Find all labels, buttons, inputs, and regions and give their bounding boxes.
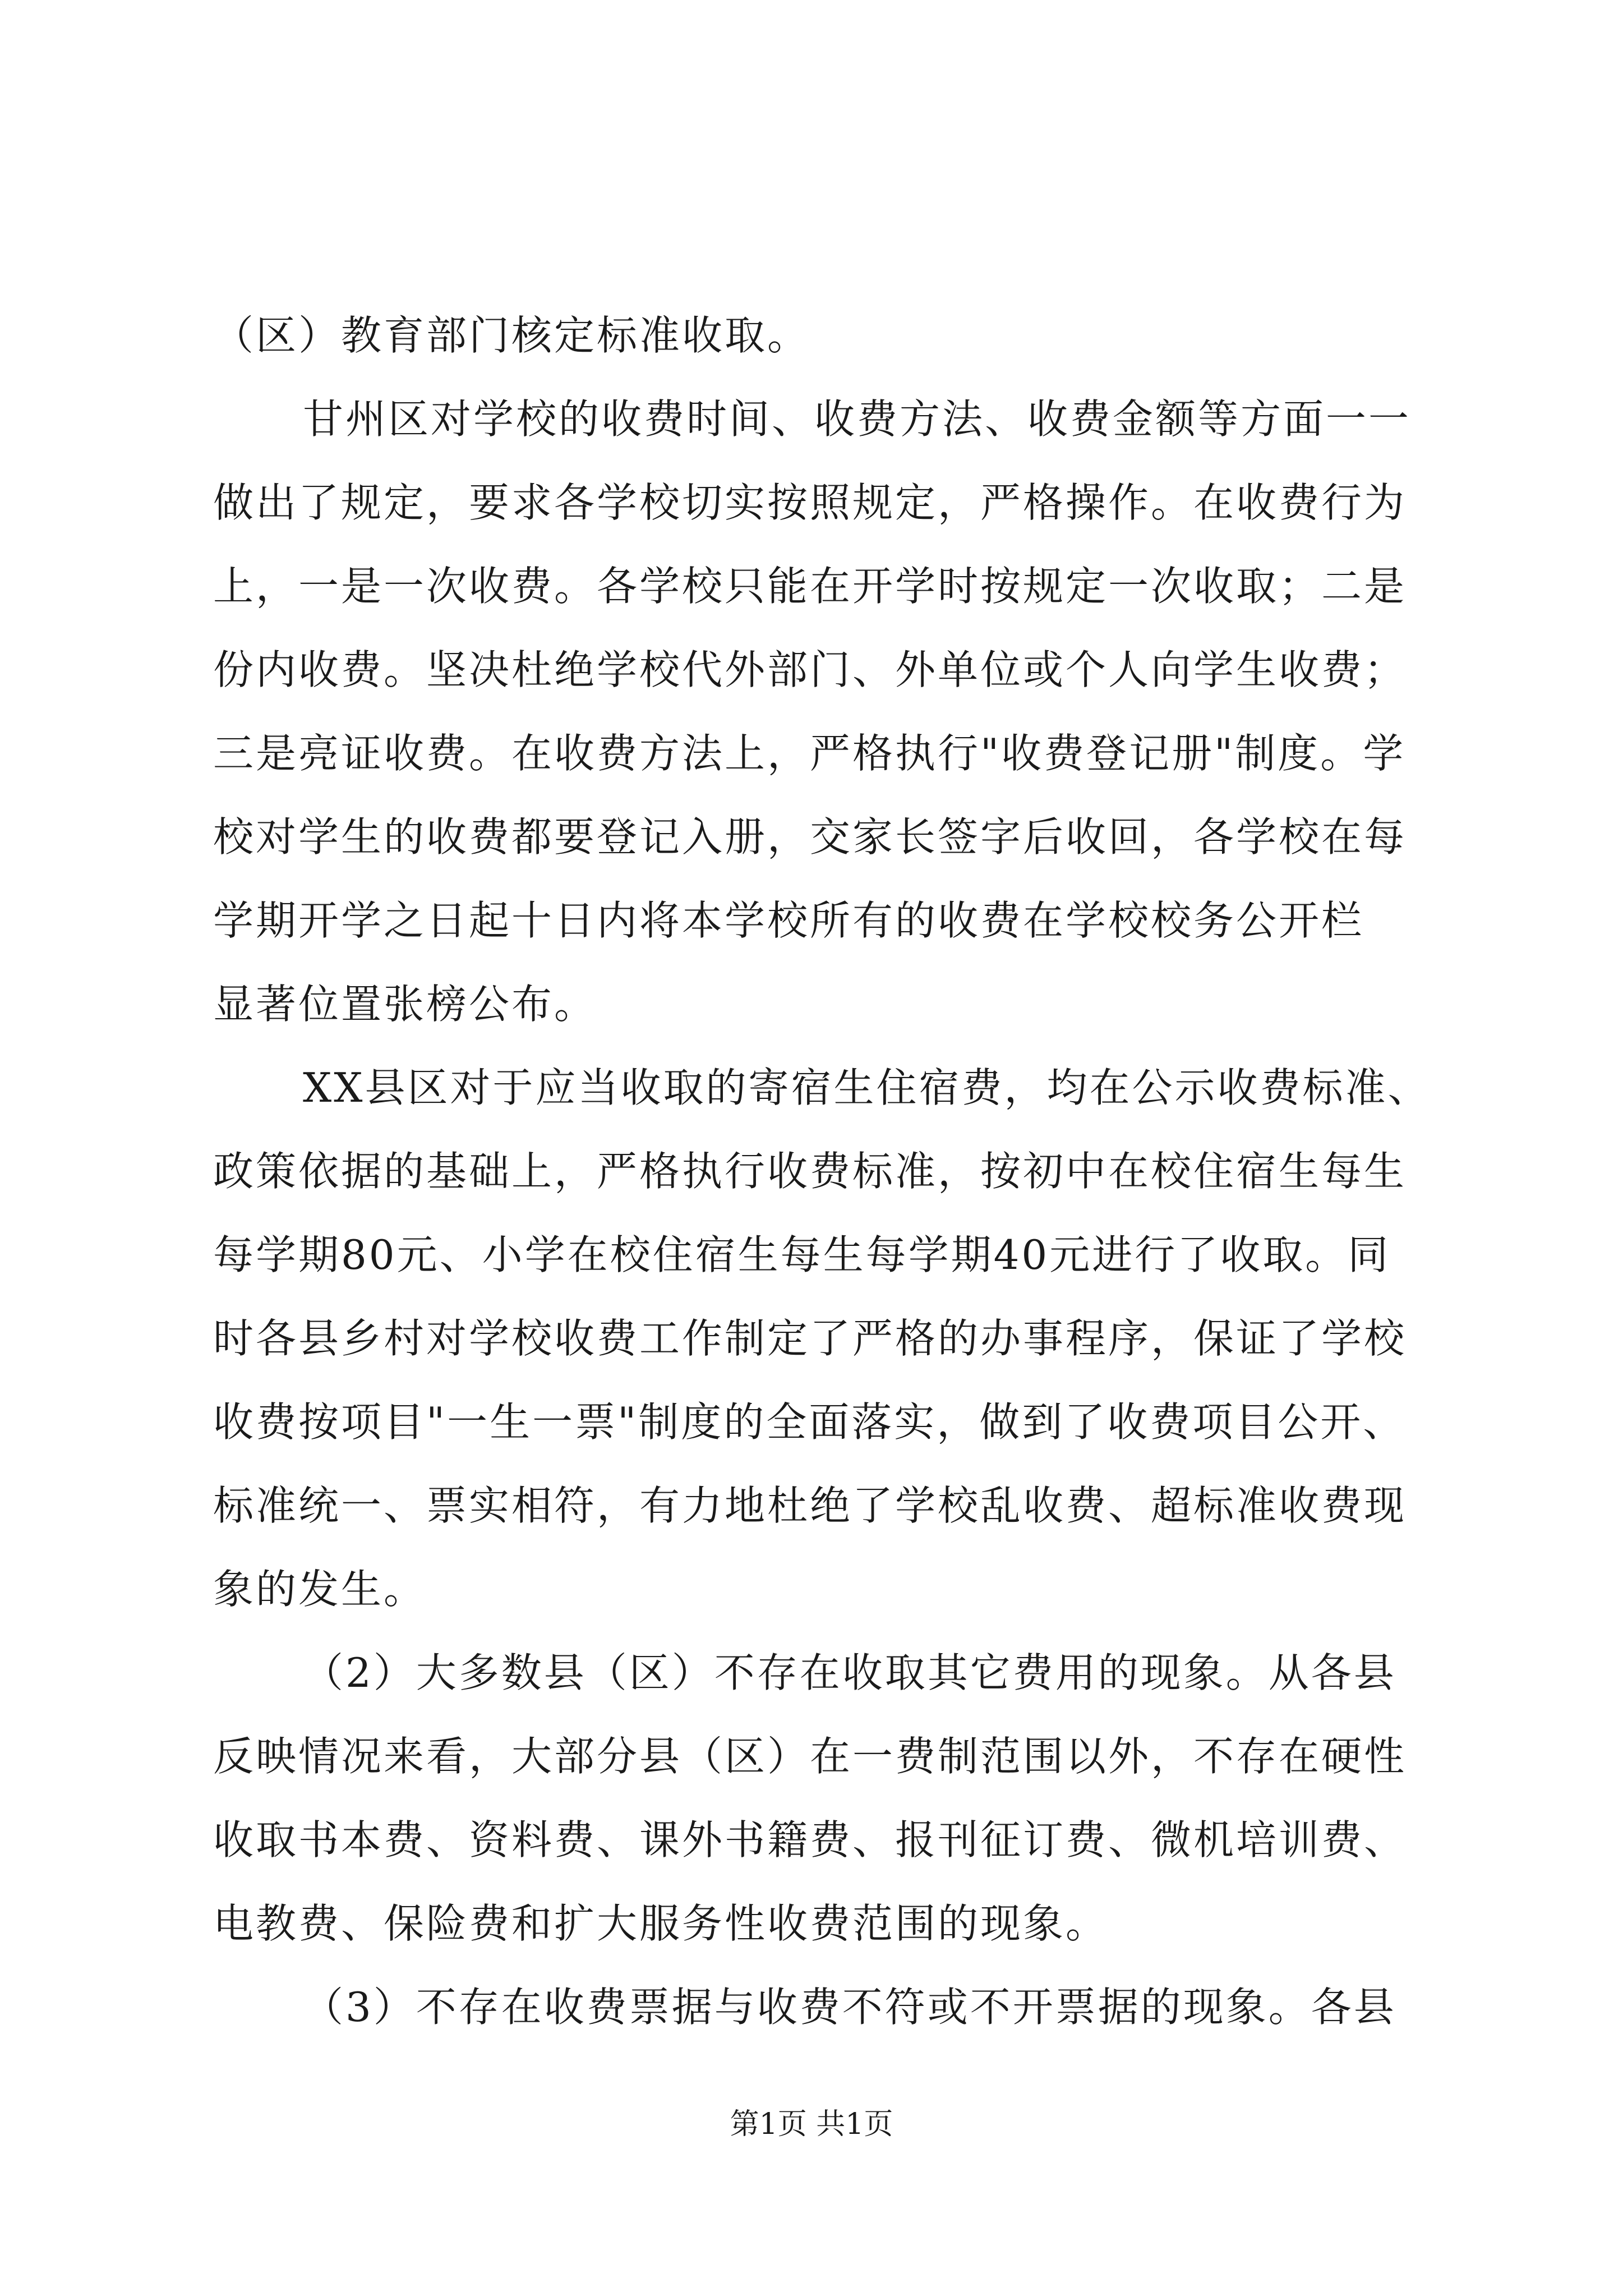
text-line: 上，一是一次收费。各学校只能在开学时按规定一次收取；二是 [213, 563, 1407, 610]
text-line: （2）大多数县（区）不存在收取其它费用的现象。从各县 [303, 1649, 1396, 1696]
text-line: 政策依据的基础上，严格执行收费标准，按初中在校住宿生每生 [213, 1148, 1407, 1195]
text-line: 学期开学之日起十日内将本学校所有的收费在学校校务公开栏 [213, 897, 1364, 944]
text-line: 电教费、保险费和扩大服务性收费范围的现象。 [213, 1900, 1109, 1947]
text-line: 象的发生。 [213, 1566, 427, 1613]
text-line: （3）不存在收费票据与收费不符或不开票据的现象。各县 [303, 1984, 1396, 2031]
text-line: 每学期80元、小学在校住宿生每生每学期40元进行了收取。同 [213, 1231, 1391, 1278]
text-line: 甘州区对学校的收费时间、收费方法、收费金额等方面一一 [303, 395, 1412, 443]
text-line: 三是亮证收费。在收费方法上，严格执行"收费登记册"制度。学 [213, 730, 1406, 777]
text-line: 收取书本费、资料费、课外书籍费、报刊征订费、微机培训费、 [213, 1816, 1407, 1864]
text-line: 显著位置张榜公布。 [213, 981, 597, 1028]
text-line: 校对学生的收费都要登记入册，交家长签字后收回，各学校在每 [213, 813, 1407, 861]
text-line: 反映情况来看，大部分县（区）在一费制范围以外，不存在硬性 [213, 1733, 1407, 1780]
text-line: 做出了规定，要求各学校切实按照规定，严格操作。在收费行为 [213, 479, 1407, 526]
text-line: XX县区对于应当收取的寄宿生住宿费，均在公示收费标准、 [303, 1064, 1431, 1111]
text-line: 收费按项目"一生一票"制度的全面落实，做到了收费项目公开、 [213, 1398, 1406, 1446]
page-footer: 第1页 共1页 [730, 2108, 893, 2141]
text-line: （区）教育部门核定标准收取。 [213, 312, 810, 359]
text-line: 时各县乡村对学校收费工作制定了严格的办事程序，保证了学校 [213, 1315, 1407, 1362]
text-line: 标准统一、票实相符，有力地杜绝了学校乱收费、超标准收费现 [213, 1482, 1407, 1529]
text-line: 份内收费。坚决杜绝学校代外部门、外单位或个人向学生收费； [213, 646, 1407, 693]
